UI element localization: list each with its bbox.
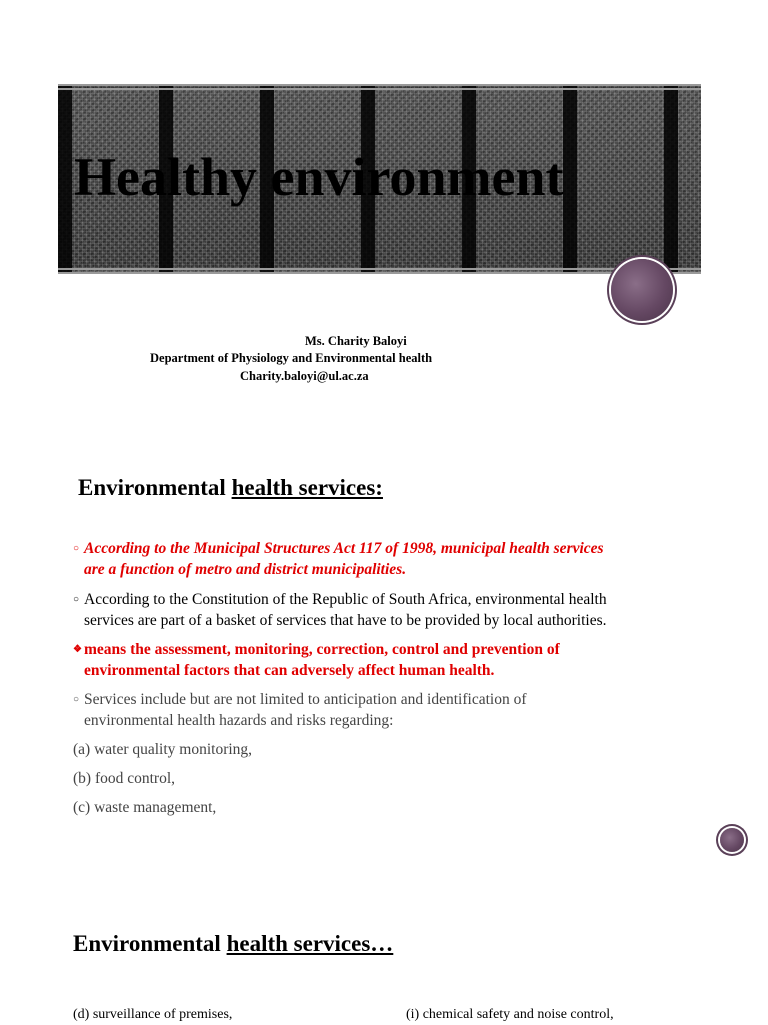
bullet-item [73, 589, 693, 631]
decorative-orb [720, 828, 744, 852]
bullet-line: services are part of a basket of services that have to be provided by local authorities. [84, 612, 607, 629]
heading-plain: Environmental [73, 931, 227, 956]
bullet-line: environmental factors that can adversely affect human health. [84, 662, 495, 679]
diamond-bullet-icon: ❖ [73, 644, 82, 655]
heading-underlined: health services: [231, 475, 383, 500]
decorative-orb [611, 259, 673, 321]
list-item: (a) water quality monitoring, [73, 741, 253, 758]
bullet-item [73, 639, 693, 681]
bullet-line: Services include but are not limited to anticipation and identification of [84, 691, 527, 708]
section-heading [73, 931, 393, 957]
list-item: (b) food control, [73, 770, 176, 787]
circle-bullet-icon: ○ [73, 594, 80, 605]
slide-title: Healthy environment [74, 147, 564, 207]
section-heading [78, 475, 383, 501]
bullet-item [73, 689, 693, 731]
bullet-line: environmental health hazards and risks regarding: [84, 712, 394, 729]
list-item: (d) surveillance of premises, [73, 1007, 233, 1022]
circle-bullet-icon: ○ [73, 694, 80, 705]
list-item: (i) chemical safety and noise control, [406, 1007, 614, 1022]
bullet-line: means the assessment, monitoring, correction, control and prevention of [84, 641, 560, 658]
heading-underlined: health services… [226, 931, 394, 956]
bullet-line: According to the Municipal Structures Act 117 of 1998, municipal health services [84, 540, 604, 557]
list-item: (c) waste management, [73, 799, 217, 816]
bullet-line: According to the Constitution of the Republic of South Africa, environmental health [84, 591, 607, 608]
bullet-line: are a function of metro and district municipalities. [84, 561, 407, 578]
bullet-item [73, 538, 693, 580]
circle-bullet-icon: ○ [73, 543, 80, 554]
author-department: Department of Physiology and Environmental health [150, 351, 433, 365]
author-name: Ms. Charity Baloyi [305, 334, 407, 348]
heading-plain: Environmental [78, 475, 232, 500]
author-email: Charity.baloyi@ul.ac.za [240, 369, 369, 383]
